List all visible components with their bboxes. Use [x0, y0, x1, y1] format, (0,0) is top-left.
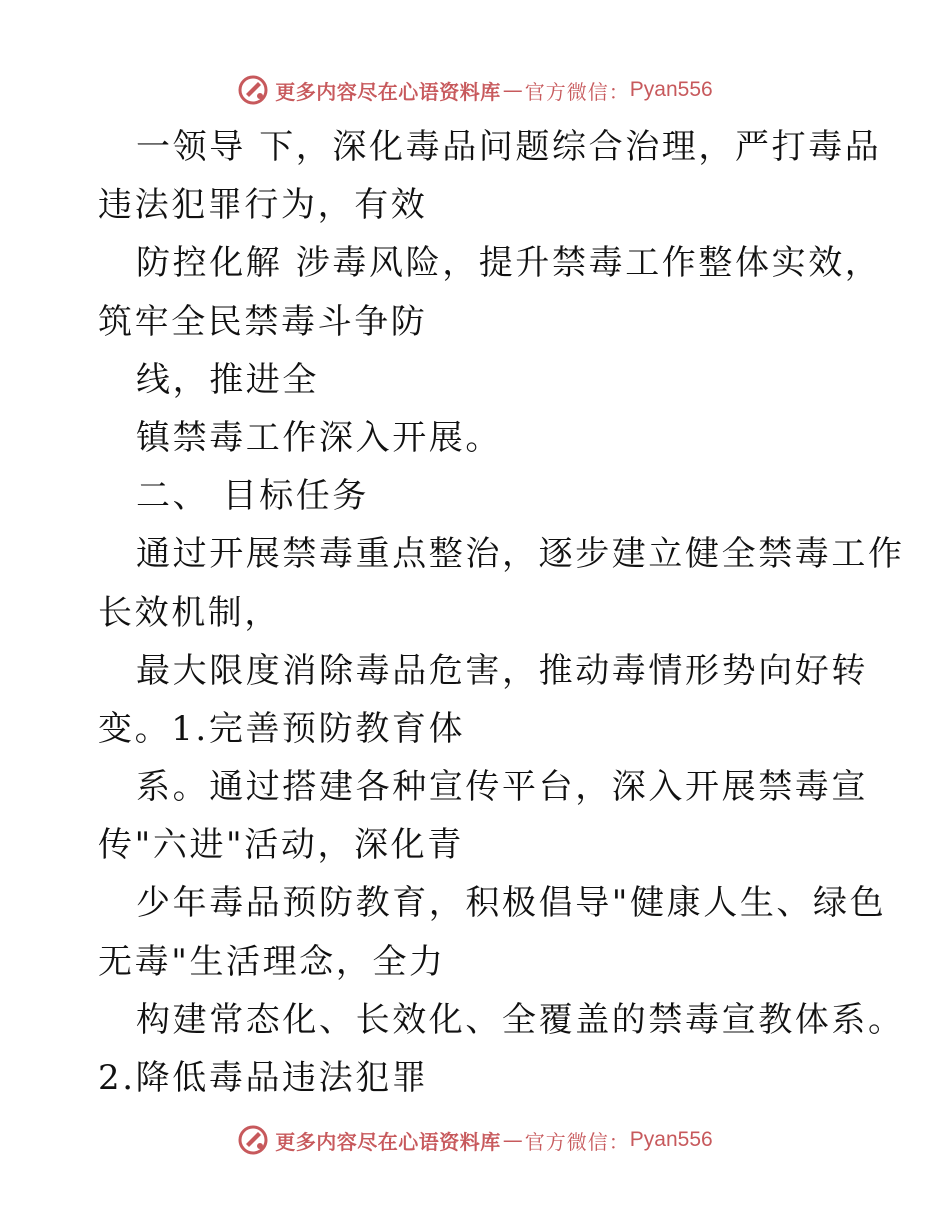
watermark-wechat-label: 官方微信：	[524, 1129, 630, 1154]
text-line: 少年毒品预防教育，积极倡导"健康人生、绿色	[136, 883, 887, 924]
text-line: 防控化解 涉毒风险，提升禁毒工作整体实效，	[136, 243, 882, 284]
text-line: 长效机制，	[98, 592, 281, 633]
text-line: 最大限度消除毒品危害，推动毒情形势向好转	[136, 650, 868, 691]
brand-logo-icon	[237, 74, 269, 106]
watermark-dash: —	[502, 78, 523, 102]
brand-logo-icon	[237, 1124, 269, 1156]
text-line: 传"六进"活动，深化青	[98, 825, 464, 866]
text-line: 系。通过搭建各种宣传平台，深入开展禁毒宣	[136, 767, 868, 808]
watermark-wechat-id: Pyan556	[629, 1128, 713, 1151]
watermark-wechat-id: Pyan556	[629, 78, 713, 101]
text-line: 无毒"生活理念，全力	[98, 941, 446, 982]
watermark-brand-text: 更多内容尽在心语资料库	[275, 79, 501, 104]
text-line: 违法犯罪行为，有效	[98, 185, 428, 226]
footer-watermark	[0, 1120, 950, 1160]
text-line: 通过开展禁毒重点整治，逐步建立健全禁毒工作	[136, 534, 905, 575]
document-body	[98, 118, 905, 1107]
text-line: 筑牢全民禁毒斗争防	[98, 301, 428, 342]
text-line: 线，推进全	[136, 359, 319, 400]
text-line: 镇禁毒工作深入开展。	[136, 417, 502, 458]
watermark-wechat-label: 官方微信：	[524, 79, 630, 104]
text-line: 构建常态化、长效化、全覆盖的禁毒宣教体系。	[136, 999, 905, 1040]
header-watermark	[0, 70, 950, 110]
text-line: 变。1.完善预防教育体	[98, 708, 466, 749]
watermark-brand-text: 更多内容尽在心语资料库	[275, 1129, 501, 1154]
text-line: 2.降低毒品违法犯罪	[98, 1058, 429, 1098]
text-line: 二、 目标任务	[136, 476, 370, 517]
watermark-dash: —	[502, 1128, 523, 1152]
text-line: 一领导 下，深化毒品问题综合治理，严打毒品	[136, 127, 882, 167]
